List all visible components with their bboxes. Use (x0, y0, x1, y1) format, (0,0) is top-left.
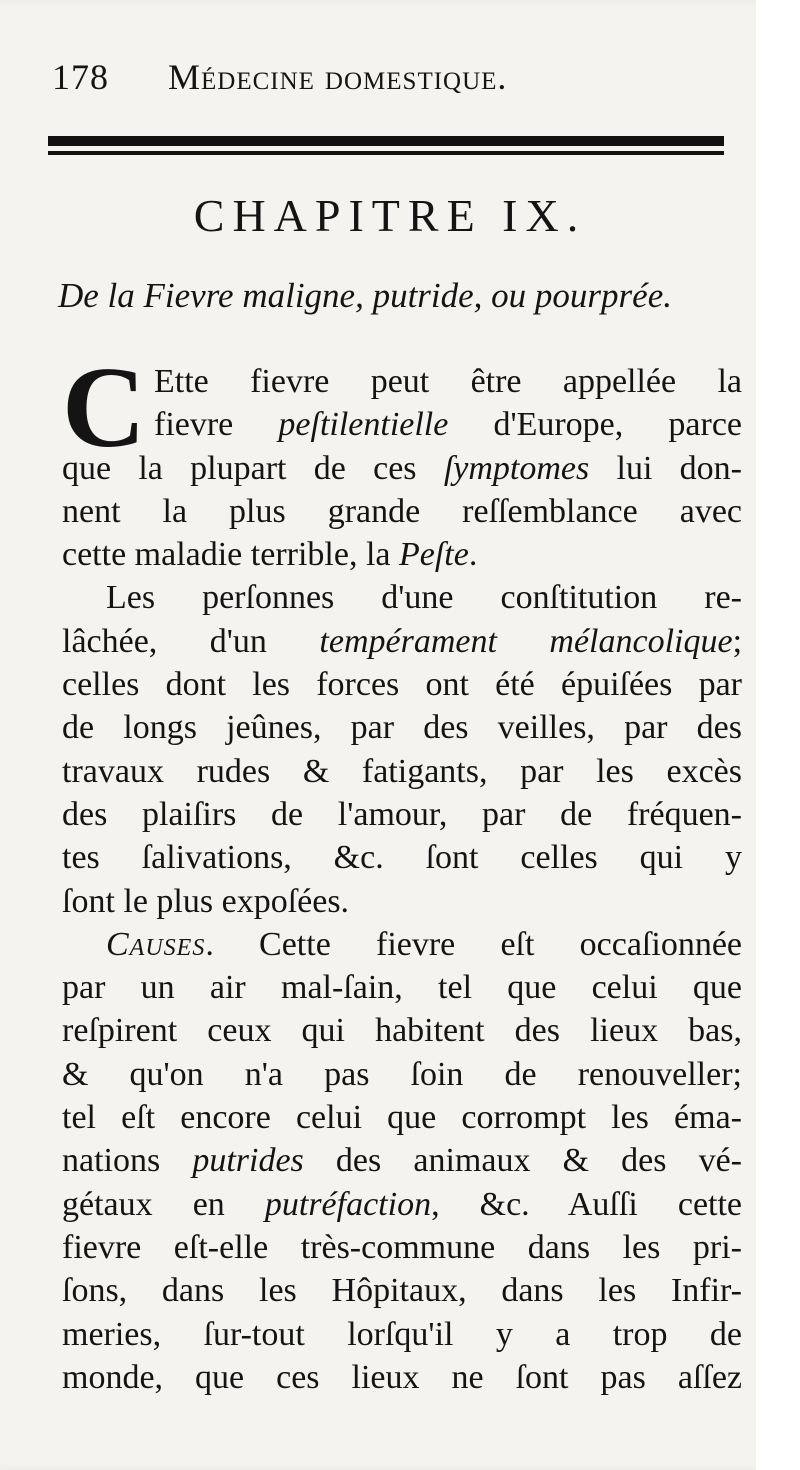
text-line: celles dont les forces ont été épuiſées par (62, 666, 742, 704)
drop-cap: C (62, 344, 146, 472)
text-line: fievre eſt-elle très-commune dans les pri- (62, 1228, 742, 1266)
italic-term: putréfaction (264, 1185, 432, 1223)
text-line: ſons, dans les Hôpitaux, dans les Infir- (62, 1272, 742, 1310)
text-line: des plaiſirs de l'amour, par de fréquen- (62, 795, 742, 833)
text-line: nent la plus grande reſſemblance avec (62, 492, 742, 530)
text-line: Les perſonnes d'une conſtitution re- (106, 579, 742, 617)
section-label: Causes (106, 925, 206, 963)
italic-term: ſymptomes (443, 449, 590, 487)
italic-term: peſtilentielle (278, 406, 449, 444)
text-line: de longs jeûnes, par des veilles, par des (62, 709, 742, 747)
text-line: Ette fievre peut être appellée la (154, 363, 742, 400)
text-line: reſpirent ceux qui habitent des lieux bas, (62, 1012, 742, 1050)
text-line: fievre peſtilentielle d'Europe, parce (154, 406, 742, 444)
chapter-subtitle: De la Fievre maligne, putride, ou pourprée. (58, 276, 672, 315)
text-line: lâchée, d'un tempérament mélancolique; (62, 622, 743, 660)
text-line: meries, ſur-tout lorſqu'il y a trop de (62, 1315, 742, 1353)
page-number: 178 (52, 57, 109, 97)
running-title: Médecine domestique. (168, 57, 508, 97)
text-line: & qu'on n'a pas ſoin de renouveller; (62, 1055, 742, 1093)
text-line: Causes. Cette fievre eſt occaſionnée (106, 925, 742, 963)
text-line: tel eſt encore celui que corrompt les éma- (62, 1099, 742, 1137)
header-rule-thick (48, 136, 724, 146)
body-text (62, 344, 743, 1399)
running-head (52, 52, 732, 102)
text-line: monde, que ces lieux ne ſont pas aſſez (62, 1358, 742, 1396)
chapter-heading: CHAPITRE IX. (193, 190, 587, 241)
paragraph-3 (62, 923, 742, 1399)
paragraph-1 (62, 344, 742, 576)
text-line: travaux rudes & fatigants, par les excès (62, 752, 742, 790)
text-line: tes ſalivations, &c. ſont celles qui y (62, 839, 742, 877)
text-line: ſont le plus expoſées. (62, 882, 350, 920)
italic-term: Peſte (398, 536, 469, 574)
text-line: gétaux en putréfaction, &c. Auſſi cette (62, 1185, 743, 1223)
text-line: cette maladie terrible, la Peſte. (62, 536, 478, 574)
italic-term: putrides (192, 1142, 304, 1180)
paragraph-2 (62, 576, 742, 922)
text-line: que la plupart de ces ſymptomes lui don- (62, 449, 742, 487)
italic-term: tempérament mélancolique (319, 622, 733, 660)
header-rule-thin (48, 151, 724, 155)
text-line: nations putrides des animaux & des vé- (62, 1142, 742, 1180)
text-line: par un air mal-ſain, tel que celui que (62, 969, 742, 1007)
page-edge (756, 0, 778, 1470)
